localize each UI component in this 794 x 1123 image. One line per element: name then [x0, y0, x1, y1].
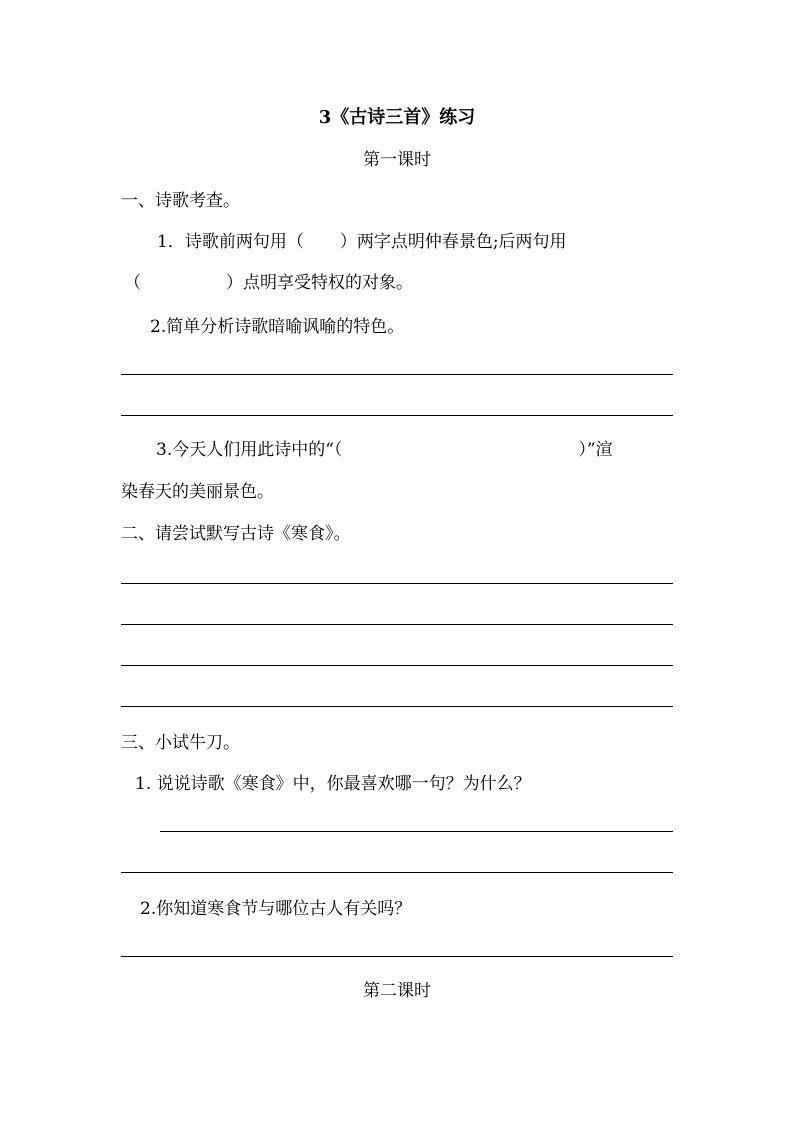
worksheet-title: 3《古诗三首》练习 [318, 107, 476, 128]
lesson-two-heading: 第二课时 [363, 981, 431, 1001]
answer-line[interactable] [121, 872, 673, 873]
question-3-1: 1. 说说诗歌《寒食》中，你最喜欢哪一句？为什么？ [135, 774, 531, 794]
answer-line[interactable] [121, 624, 673, 625]
question-1-1-text-c: （ [124, 273, 141, 293]
answer-line[interactable] [121, 706, 673, 707]
answer-line[interactable] [121, 583, 673, 584]
question-1-1-text-d: ）点明享受特权的对象。 [226, 273, 413, 293]
question-1-3-line-1 [156, 439, 613, 461]
answer-line[interactable] [160, 831, 673, 832]
section-one-heading: 一、诗歌考查。 [121, 191, 240, 211]
question-1-1-text-a: 1．诗歌前两句用（ [157, 232, 304, 252]
answer-line[interactable] [121, 956, 673, 957]
section-two-heading: 二、请尝试默写古诗《寒食》。 [121, 524, 351, 544]
answer-line[interactable] [121, 665, 673, 666]
question-1-2: 2.简单分析诗歌暗喻讽喻的特色。 [150, 317, 405, 337]
question-1-3-text-b: ）”渲 [578, 440, 613, 460]
answer-line[interactable] [121, 415, 673, 416]
question-1-3-text-a: 3.今天人们用此诗中的“（ [156, 440, 343, 460]
answer-line[interactable] [121, 374, 673, 375]
question-1-1-text-b: ）两字点明仲春景色;后两句用 [339, 232, 567, 252]
question-1-1-line-2 [124, 272, 413, 294]
lesson-one-heading: 第一课时 [363, 150, 431, 170]
question-1-1-line-1 [157, 231, 567, 253]
question-1-3-line-2: 染春天的美丽景色。 [121, 482, 274, 502]
question-3-2: 2.你知道寒食节与哪位古人有关吗？ [140, 899, 412, 919]
section-three-heading: 三、小试牛刀。 [121, 733, 240, 753]
